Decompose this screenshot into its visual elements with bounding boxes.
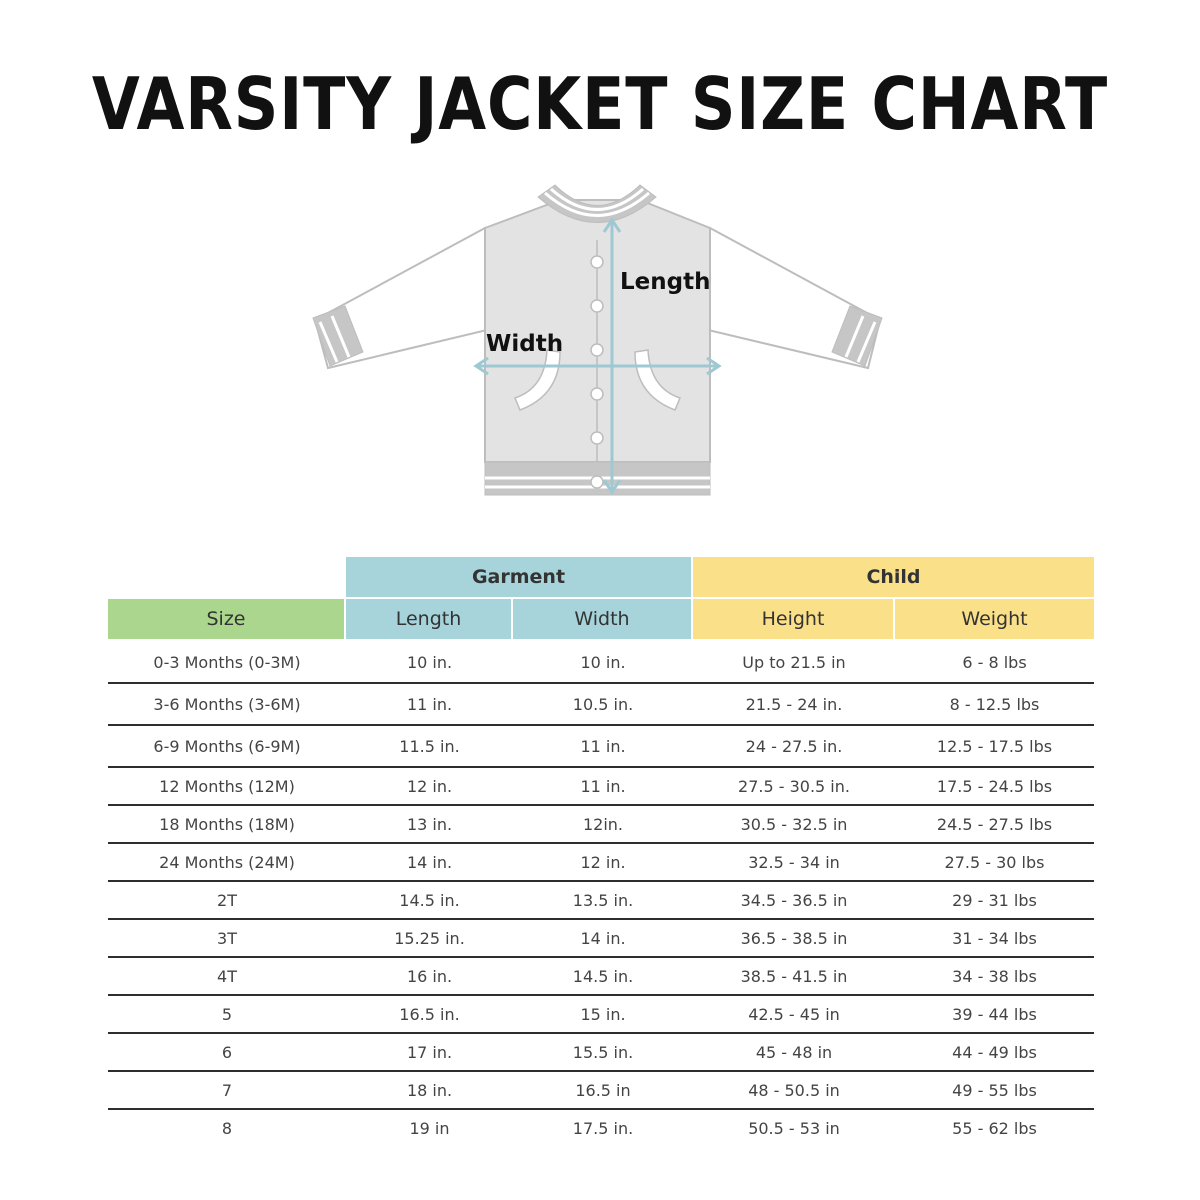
child-group-header: Child	[693, 557, 1094, 597]
page-title: VARSITY JACKET SIZE CHART	[91, 62, 1109, 146]
height-cell: 36.5 - 38.5 in	[740, 928, 848, 948]
length-column-header: Length	[346, 599, 511, 639]
height-cell: 42.5 - 45 in	[748, 1004, 840, 1024]
size-cell: 3-6 Months (3-6M)	[153, 694, 301, 714]
garment-group-header: Garment	[346, 557, 691, 597]
jacket-diagram	[300, 175, 900, 510]
width-cell: 14 in.	[580, 928, 626, 948]
table-row	[108, 642, 1094, 684]
weight-cell: 49 - 55 lbs	[952, 1080, 1037, 1100]
weight-cell: 6 - 8 lbs	[962, 652, 1027, 672]
table-row	[108, 958, 1094, 996]
height-cell: 32.5 - 34 in	[748, 852, 840, 872]
height-cell: 21.5 - 24 in.	[745, 694, 843, 714]
width-cell: 12 in.	[580, 852, 626, 872]
weight-cell: 29 - 31 lbs	[952, 890, 1037, 910]
table-row	[108, 844, 1094, 882]
height-cell: 45 - 48 in	[755, 1042, 833, 1062]
height-cell: 27.5 - 30.5 in.	[738, 776, 850, 796]
length-cell: 13 in.	[406, 814, 453, 834]
size-cell: 24 Months (24M)	[159, 852, 295, 872]
width-column-header: Width	[513, 599, 691, 639]
table-row	[108, 768, 1094, 806]
length-cell: 10 in.	[406, 652, 453, 672]
height-cell: 48 - 50.5 in	[748, 1080, 840, 1100]
width-cell: 16.5 in	[575, 1080, 631, 1100]
weight-cell: 39 - 44 lbs	[952, 1004, 1037, 1024]
table-row	[108, 726, 1094, 768]
length-cell: 18 in.	[406, 1080, 453, 1100]
size-cell: 7	[221, 1080, 233, 1100]
height-column-header: Height	[693, 599, 893, 639]
length-label: Length	[620, 269, 711, 295]
size-cell: 6	[221, 1042, 233, 1062]
length-cell: 17 in.	[406, 1042, 453, 1062]
height-cell: 34.5 - 36.5 in	[740, 890, 848, 910]
table-row	[108, 920, 1094, 958]
table-row	[108, 882, 1094, 920]
length-cell: 14 in.	[406, 852, 453, 872]
width-cell: 10.5 in.	[572, 694, 634, 714]
size-cell: 0-3 Months (0-3M)	[153, 652, 301, 672]
size-cell: 4T	[217, 966, 237, 986]
height-cell: 24 - 27.5 in.	[745, 736, 843, 756]
length-cell: 16 in.	[406, 966, 453, 986]
length-cell: 14.5 in.	[399, 890, 460, 910]
width-cell: 11 in.	[580, 776, 626, 796]
size-cell: 8	[221, 1118, 233, 1138]
size-cell: 3T	[217, 928, 237, 948]
weight-cell: 34 - 38 lbs	[952, 966, 1037, 986]
weight-cell: 31 - 34 lbs	[952, 928, 1037, 948]
height-cell: 30.5 - 32.5 in	[740, 814, 848, 834]
height-cell: 50.5 - 53 in	[748, 1118, 840, 1138]
width-cell: 12in.	[582, 814, 624, 834]
table-row	[108, 1072, 1094, 1110]
width-cell: 17.5 in.	[572, 1118, 634, 1138]
height-cell: 38.5 - 41.5 in	[740, 966, 848, 986]
size-table-body	[108, 642, 1094, 1146]
table-row	[108, 1110, 1094, 1146]
length-cell: 19 in	[409, 1118, 450, 1138]
width-cell: 11 in.	[580, 736, 626, 756]
size-column-header: Size	[108, 599, 344, 639]
length-cell: 16.5 in.	[399, 1004, 460, 1024]
size-cell: 12 Months (12M)	[159, 776, 295, 796]
table-row	[108, 996, 1094, 1034]
width-cell: 15.5 in.	[572, 1042, 634, 1062]
weight-column-header: Weight	[895, 599, 1094, 639]
width-cell: 15 in.	[580, 1004, 626, 1024]
width-cell: 13.5 in.	[572, 890, 634, 910]
size-cell: 6-9 Months (6-9M)	[153, 736, 301, 756]
width-label: Width	[486, 331, 564, 357]
weight-cell: 17.5 - 24.5 lbs	[936, 776, 1053, 796]
width-cell: 10 in.	[580, 652, 626, 672]
table-row	[108, 806, 1094, 844]
table-row	[108, 684, 1094, 726]
size-cell: 18 Months (18M)	[159, 814, 295, 834]
length-cell: 15.25 in.	[394, 928, 465, 948]
width-cell: 14.5 in.	[572, 966, 634, 986]
weight-cell: 12.5 - 17.5 lbs	[936, 736, 1053, 756]
weight-cell: 55 - 62 lbs	[952, 1118, 1037, 1138]
weight-cell: 44 - 49 lbs	[952, 1042, 1037, 1062]
size-cell: 2T	[217, 890, 237, 910]
height-cell: Up to 21.5 in	[742, 652, 846, 672]
weight-cell: 24.5 - 27.5 lbs	[936, 814, 1053, 834]
table-row	[108, 1034, 1094, 1072]
size-cell: 5	[221, 1004, 233, 1024]
length-cell: 11.5 in.	[399, 736, 460, 756]
length-cell: 11 in.	[406, 694, 453, 714]
weight-cell: 8 - 12.5 lbs	[949, 694, 1040, 714]
weight-cell: 27.5 - 30 lbs	[944, 852, 1045, 872]
length-cell: 12 in.	[406, 776, 453, 796]
